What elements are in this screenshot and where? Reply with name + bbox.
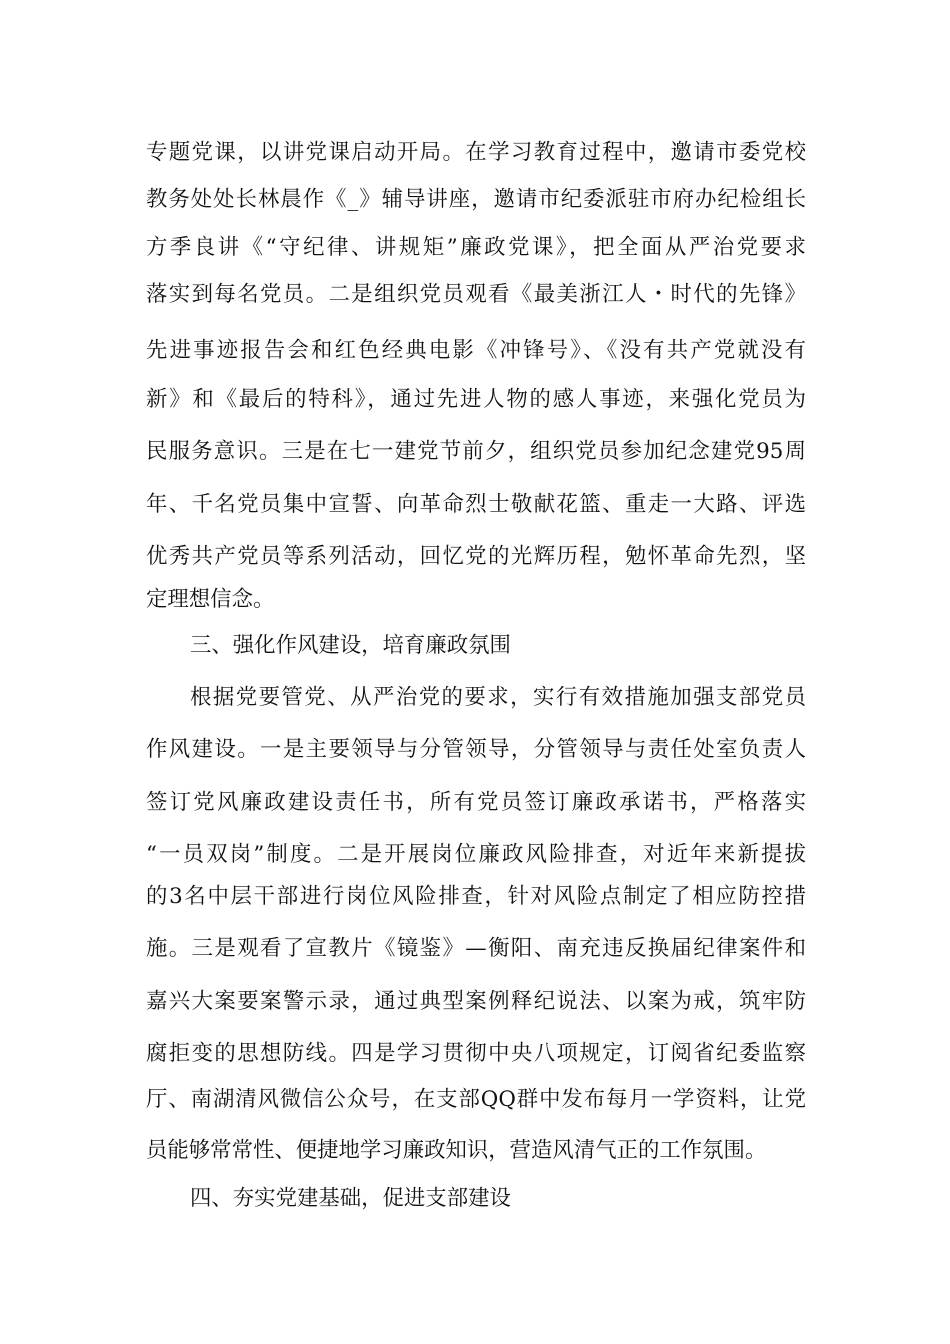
body-text-line: 新》和《最后的特科》，通过先进人物的感人事迹，来强化党员为 — [146, 387, 806, 412]
body-text-line: 民服务意识。三是在七一建党节前夕，组织党员参加纪念建党95周 — [146, 439, 806, 464]
body-text-line: 签订党风廉政建设责任书，所有党员签订廉政承诺书，严格落实 — [146, 790, 806, 815]
body-text-line: 优秀共产党员等系列活动，回忆党的光辉历程，勉怀革命先烈，坚 — [146, 544, 806, 569]
body-text-line: 腐拒变的思想防线。四是学习贯彻中央八项规定，订阅省纪委监察 — [146, 1041, 806, 1066]
body-text-line: 施。三是观看了宣教片《镜鉴》—衡阳、南充违反换届纪律案件和 — [146, 936, 806, 961]
body-text-line: 落实到每名党员。二是组织党员观看《最美浙江人・时代的先锋》 — [146, 282, 806, 307]
body-text-line: 方季良讲《“守纪律、讲规矩”廉政党课》，把全面从严治党要求 — [146, 235, 806, 260]
body-text-line: 作风建设。一是主要领导与分管领导，分管领导与责任处室负责人 — [146, 737, 806, 762]
body-text-line: 年、千名党员集中宣誓、向革命烈士敬献花篮、重走一大路、评选 — [146, 492, 806, 517]
paragraph-last-line: 定理想信念。 — [146, 587, 275, 612]
body-text-line: 先进事迹报告会和红色经典电影《冲锋号》、《没有共产党就没有 — [146, 338, 806, 363]
body-text-line: 嘉兴大案要案警示录，通过典型案例释纪说法、以案为戒，筑牢防 — [146, 989, 806, 1014]
section-heading-4: 四、夯实党建基础，促进支部建设 — [190, 1186, 511, 1211]
body-text-line: 根据党要管党、从严治党的要求，实行有效措施加强支部党员 — [190, 685, 806, 710]
body-text-line: 的3名中层干部进行岗位风险排查，针对风险点制定了相应防控措 — [146, 884, 806, 909]
body-text-line: 专题党课，以讲党课启动开局。在学习教育过程中，邀请市委党校 — [146, 140, 806, 165]
body-text-line: “一员双岗”制度。二是开展岗位廉政风险排查，对近年来新提拔 — [146, 842, 806, 867]
body-text-line: 厅、南湖清风微信公众号，在支部QQ群中发布每月一学资料，让党 — [146, 1087, 806, 1112]
section-heading-3: 三、强化作风建设，培育廉政氛围 — [190, 633, 511, 658]
paragraph-last-line: 员能够常常性、便捷地学习廉政知识，营造风清气正的工作氛围。 — [146, 1138, 767, 1163]
body-text-line: 教务处处长林晨作《_》辅导讲座，邀请市纪委派驻市府办纪检组长 — [146, 187, 806, 212]
